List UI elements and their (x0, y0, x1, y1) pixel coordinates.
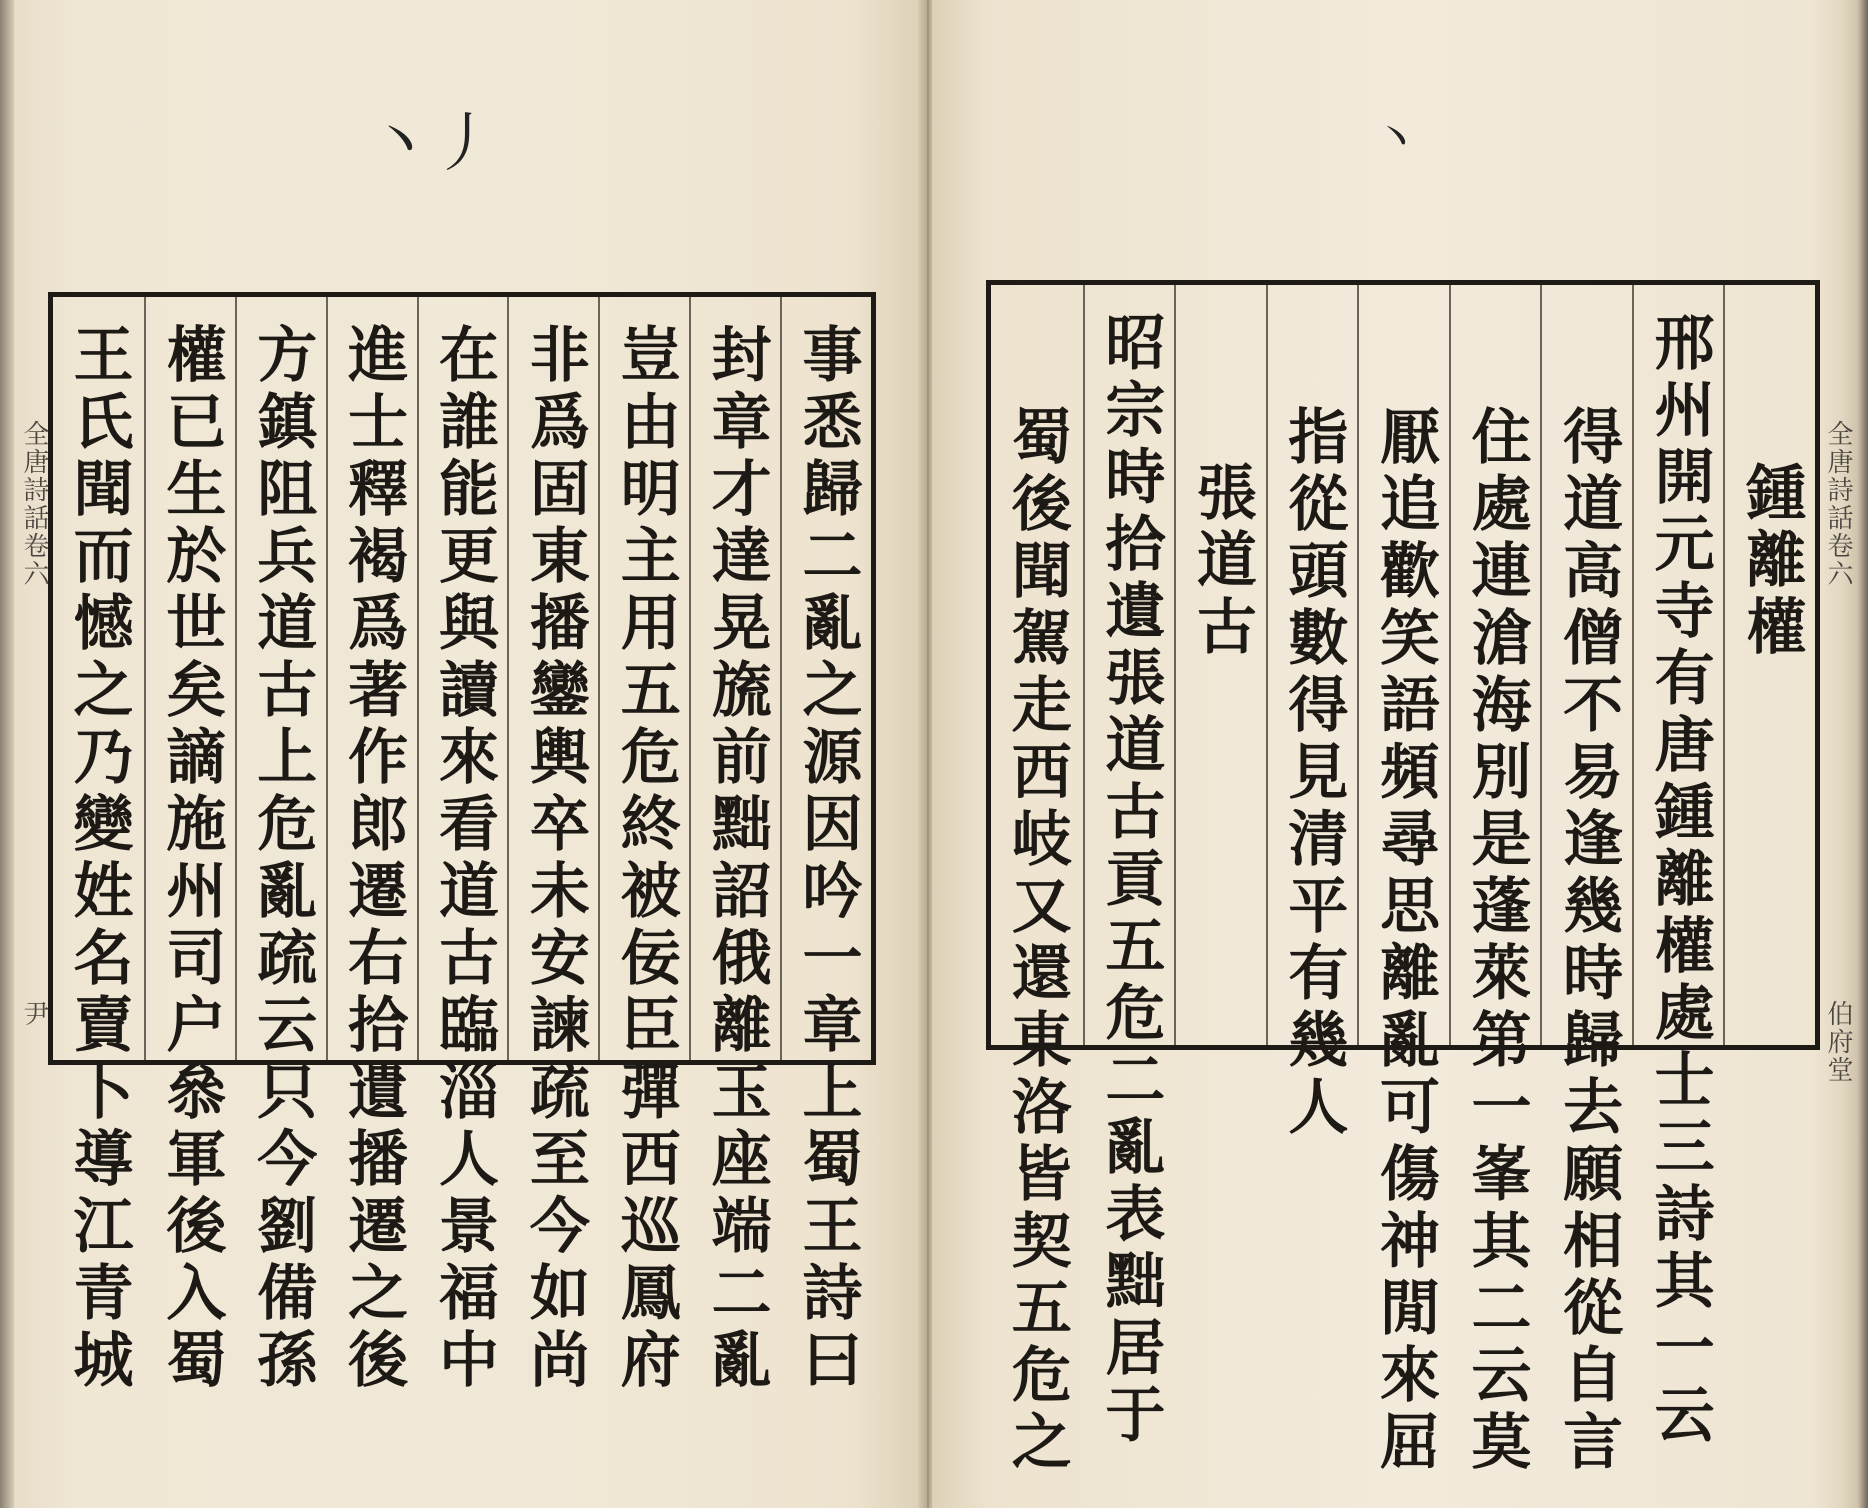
column-text: 指從頭數得見清平有幾人 (1278, 405, 1349, 1142)
right-ink-mark: 丶 (1372, 111, 1421, 167)
text-column (507, 297, 600, 1395)
left-ink-mark: 丶丿 (368, 107, 496, 181)
right-margin-foot: 伯府堂 (1823, 1000, 1853, 1084)
column-text: 在誰能更與讀來看道古臨淄人景福中 (428, 323, 499, 1395)
text-column (1083, 285, 1177, 1450)
column-text: 封章才達晃旒前黜詔俄離玉座端二亂 (701, 323, 772, 1395)
column-text: 厭追歡笑語頻尋思離亂可傷神閒來屈 (1369, 405, 1440, 1477)
text-column (53, 297, 144, 1395)
text-column (235, 297, 328, 1395)
text-column (1266, 285, 1360, 1142)
column-text: 蜀後聞駕走西岐又還東洛皆契五危之 (1001, 405, 1072, 1477)
left-text-frame (48, 292, 876, 1395)
column-text: 權已生於世矣謫施州司户叅軍後入蜀 (156, 323, 227, 1395)
text-column (598, 297, 691, 1395)
text-column (417, 297, 510, 1395)
left-margin-title: 全唐詩話卷六 (19, 420, 49, 588)
column-text: 邢州開元寺有唐鍾離權處士三詩其一云 (1644, 311, 1715, 1450)
text-column (689, 297, 782, 1395)
text-column (1632, 285, 1726, 1450)
right-margin-title: 全唐詩話卷六 (1823, 420, 1853, 588)
text-column (1723, 285, 1817, 1045)
column-text: 事悉歸二亂之源因吟一章上蜀王詩曰 (792, 323, 863, 1395)
left-page-edge (0, 0, 14, 1508)
column-text: 張道古 (1186, 461, 1257, 662)
text-column (1174, 285, 1268, 1045)
column-text: 住處連滄海別是蓬萊第一峯其二云莫 (1461, 405, 1532, 1477)
column-text: 王氏聞而憾之乃變姓名賣卜導江青城 (63, 323, 134, 1395)
text-column (1357, 285, 1451, 1477)
right-text-frame (986, 280, 1820, 1477)
column-text: 得道高僧不易逢幾時歸去願相從自言 (1553, 405, 1624, 1477)
column-text: 鍾離權 (1736, 461, 1807, 662)
text-column (991, 285, 1083, 1477)
column-text: 非爲固東播鑾輿卒未安諫疏至今如尚 (519, 323, 590, 1395)
text-column (1449, 285, 1543, 1477)
text-column (144, 297, 237, 1395)
right-page-edge (1842, 0, 1868, 1508)
text-column (326, 297, 419, 1395)
column-text: 豈由明主用五危終被佞臣彈西巡鳳府 (610, 323, 681, 1395)
column-text: 進士釋褐爲著作郎遷右拾遺播遷之後 (338, 323, 409, 1395)
text-column (780, 297, 873, 1395)
right-page (932, 0, 1868, 1508)
column-text: 昭宗時拾遺張道古貢五危二亂表黜居于 (1095, 311, 1166, 1450)
column-text: 方鎮阻兵道古上危亂疏云只今劉備孫 (247, 323, 318, 1395)
left-page (0, 0, 924, 1508)
text-column (1540, 285, 1634, 1477)
left-margin-foot: 尹 (19, 1000, 49, 1028)
